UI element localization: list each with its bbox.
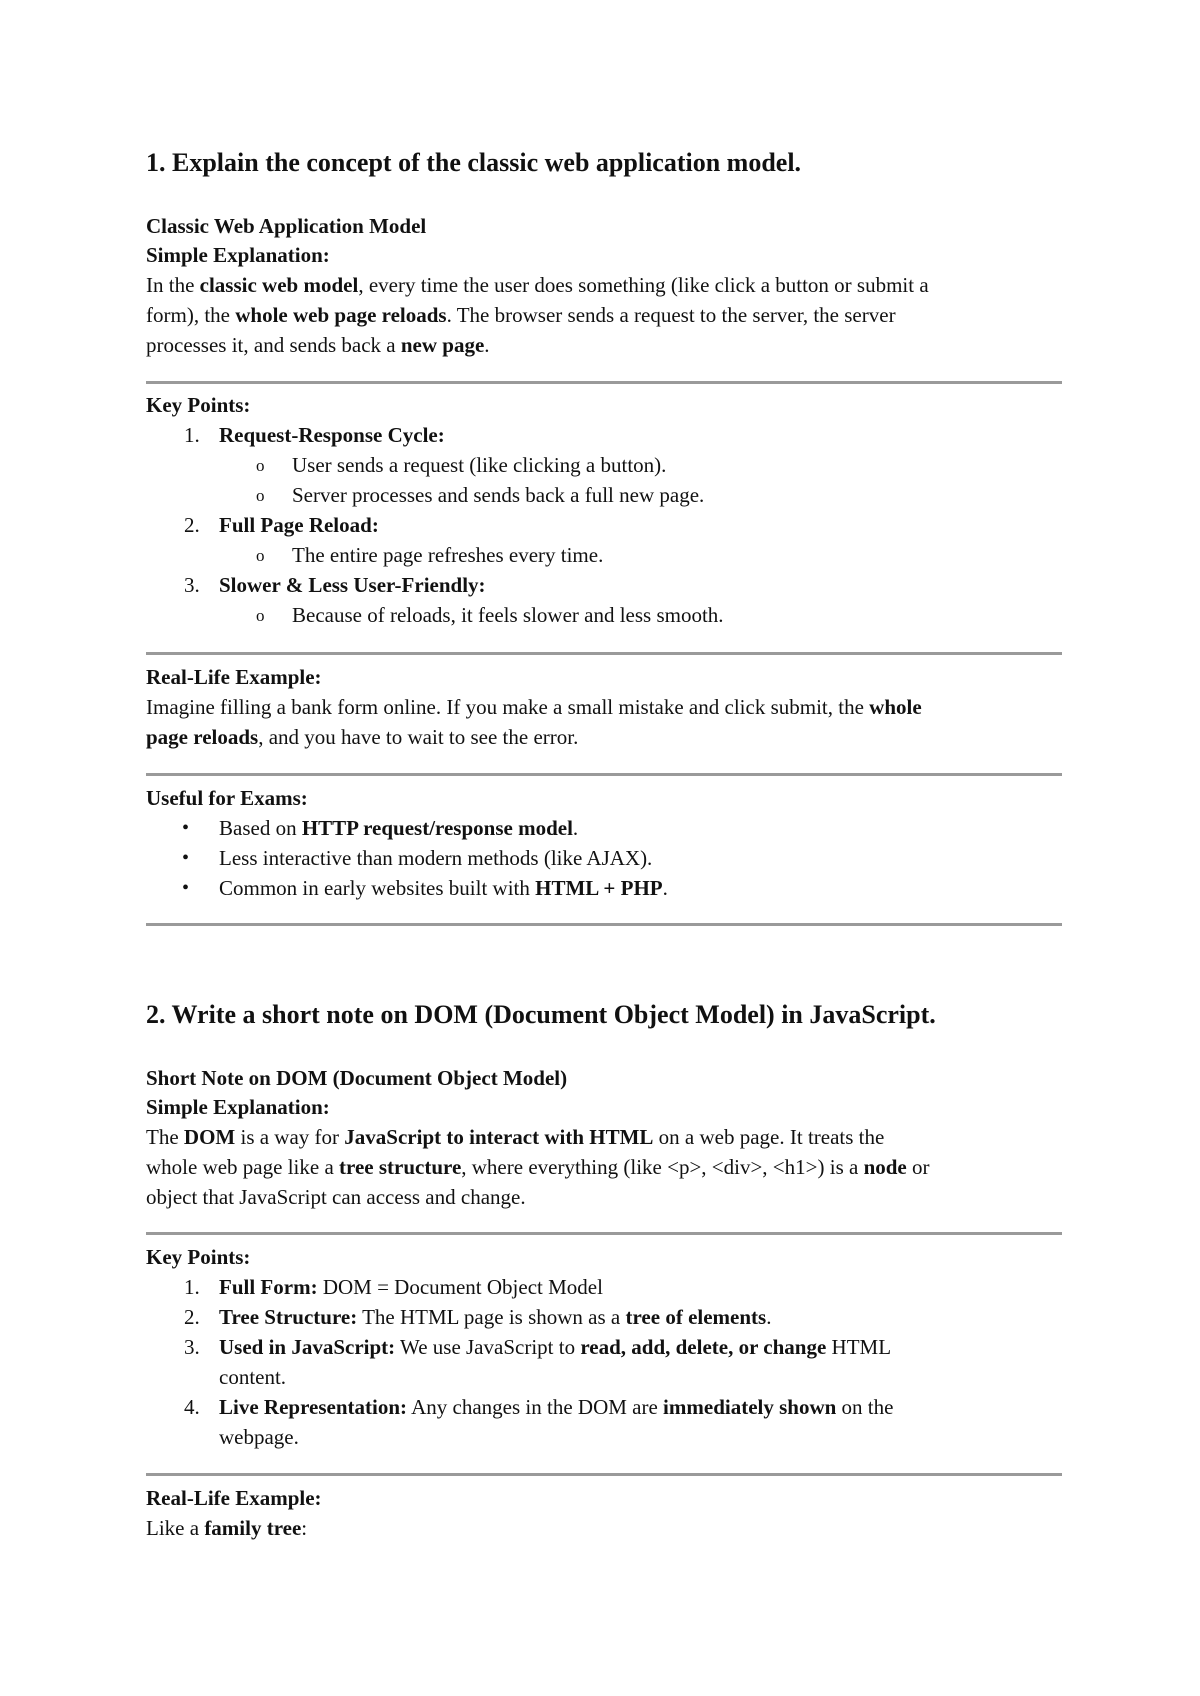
q2-point-3-line-1: Used in JavaScript: We use JavaScript to read, add, delete, or change HTML (219, 1335, 892, 1359)
sub-bullet-marker: o (256, 546, 265, 565)
sub-bullet-marker: o (256, 486, 265, 505)
divider (146, 381, 1062, 384)
q2-example-line: Like a family tree: (146, 1516, 308, 1540)
q1-expl-line-3: processes it, and sends back a new page. (146, 333, 490, 357)
q1-exam-item-1: Based on HTTP request/response model. (219, 816, 579, 840)
q1-example-line-2: page reloads, and you have to wait to see the error. (146, 725, 579, 749)
q1-example-label: Real-Life Example: (146, 665, 322, 689)
q1-point-3-title: Slower & Less User-Friendly: (219, 573, 486, 597)
divider (146, 652, 1062, 655)
q1-point-3-sub-1: Because of reloads, it feels slower and less smooth. (292, 603, 724, 627)
q1-title: Classic Web Application Model (146, 214, 427, 238)
list-number: 3. (184, 573, 200, 597)
q2-expl-line-1: The DOM is a way for JavaScript to interact with HTML on a web page. It treats the (146, 1125, 885, 1149)
q1-point-1-sub-1: User sends a request (like clicking a button). (292, 453, 667, 477)
q2-point-3-line-2: content. (219, 1365, 287, 1389)
bullet-marker: • (182, 847, 190, 869)
q1-point-2-sub-1: The entire page refreshes every time. (292, 543, 604, 567)
q1-point-1-title: Request-Response Cycle: (219, 423, 445, 447)
list-number: 4. (184, 1395, 200, 1419)
q2-expl-line-3: object that JavaScript can access and change. (146, 1185, 526, 1209)
q2-point-2: Tree Structure: The HTML page is shown as a tree of elements. (219, 1305, 772, 1329)
q1-point-2-title: Full Page Reload: (219, 513, 379, 537)
q1-heading: 1. Explain the concept of the classic web application model. (146, 148, 802, 177)
q2-title: Short Note on DOM (Document Object Model) (146, 1066, 568, 1090)
q2-point-1: Full Form: DOM = Document Object Model (219, 1275, 603, 1299)
divider (146, 773, 1062, 776)
q1-exams-label: Useful for Exams: (146, 786, 308, 810)
q1-expl-line-2: form), the whole web page reloads. The browser sends a request to the server, the server (146, 303, 896, 327)
list-number: 1. (184, 1275, 200, 1299)
divider (146, 923, 1062, 926)
q1-exam-item-3: Common in early websites built with HTML + PHP. (219, 876, 668, 900)
list-number: 3. (184, 1335, 200, 1359)
q2-point-4-line-2: webpage. (219, 1425, 299, 1449)
q2-key-label: Key Points: (146, 1245, 251, 1269)
q1-example-line-1: Imagine filling a bank form online. If you make a small mistake and click submit, the whole (146, 695, 922, 719)
sub-bullet-marker: o (256, 456, 265, 475)
divider (146, 1473, 1062, 1476)
q2-heading: 2. Write a short note on DOM (Document Object Model) in JavaScript. (146, 1000, 936, 1029)
divider (146, 1232, 1062, 1235)
q1-point-1-sub-2: Server processes and sends back a full new page. (292, 483, 705, 507)
q2-example-label: Real-Life Example: (146, 1486, 322, 1510)
list-number: 2. (184, 513, 200, 537)
q2-point-4-line-1: Live Representation: Any changes in the DOM are immediately shown on the (219, 1395, 894, 1419)
list-number: 1. (184, 423, 200, 447)
q2-expl-line-2: whole web page like a tree structure, where everything (like <p>, <div>, <h1>) is a node or (146, 1155, 930, 1179)
q1-key-label: Key Points: (146, 393, 251, 417)
q1-expl-line-1: In the classic web model, every time the user does something (like click a button or submit a (146, 273, 929, 297)
q1-simple-label: Simple Explanation: (146, 243, 330, 267)
list-number: 2. (184, 1305, 200, 1329)
q2-simple-label: Simple Explanation: (146, 1095, 330, 1119)
sub-bullet-marker: o (256, 606, 265, 625)
bullet-marker: • (182, 877, 190, 899)
bullet-marker: • (182, 817, 190, 839)
q1-exam-item-2: Less interactive than modern methods (like AJAX). (219, 846, 653, 870)
